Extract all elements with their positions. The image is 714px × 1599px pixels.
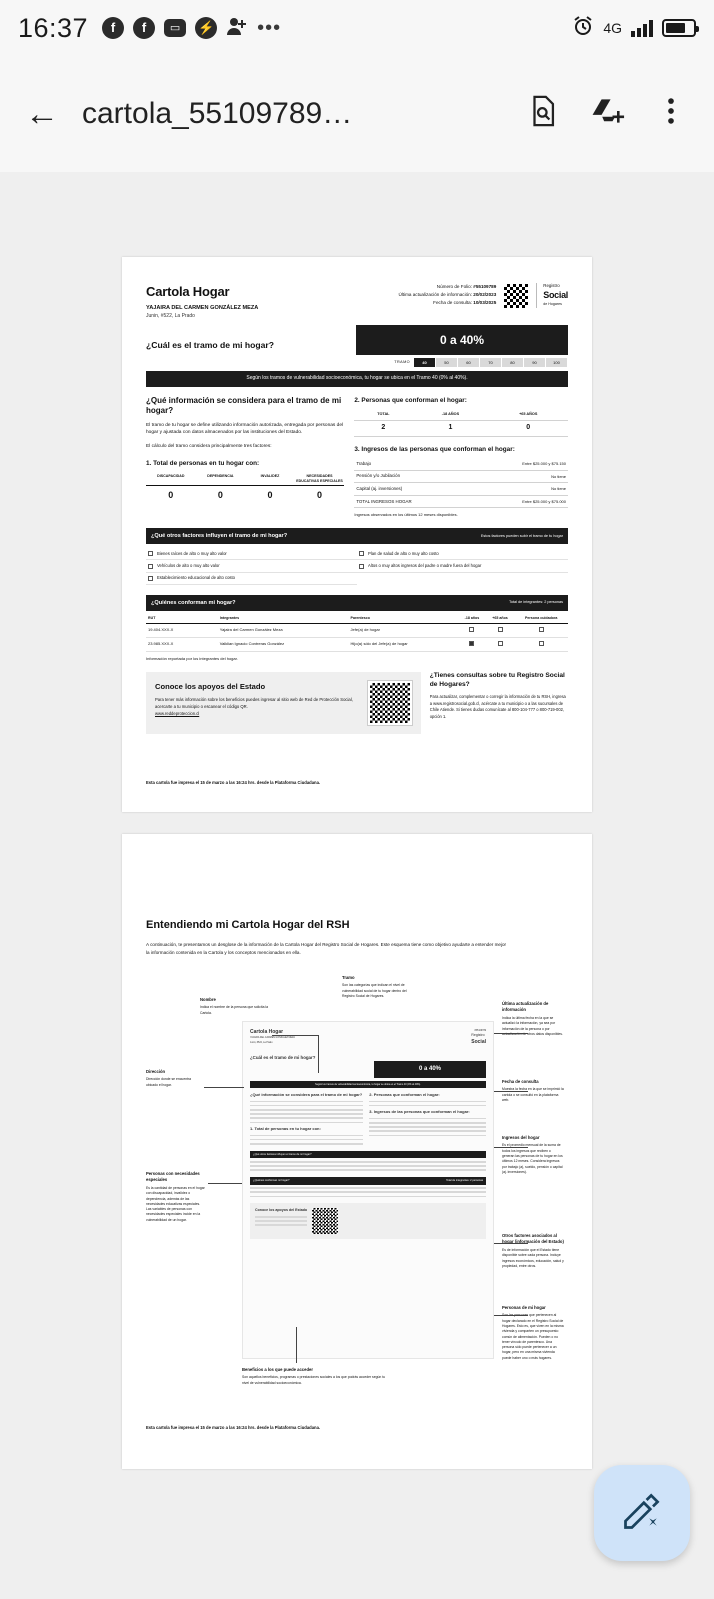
scale-segment: 40: [414, 358, 436, 368]
callout-otros-factores: [502, 1233, 564, 1269]
callout-text: Muestra la fecha en la que se imprimió la cartola o se consultó en la plataforma web.: [502, 1087, 564, 1103]
info-right-column: [354, 396, 568, 519]
callout-text: Es la cantidad de personas en el hogar con discapacidad, invalidez o dependencia, además de las necesidades educativas especiales. Las variables de personas con necesidades especiales incide en la vulnerabilidad de un hogar.: [146, 1185, 205, 1222]
drive-add-icon[interactable]: [590, 94, 630, 134]
qr-code-large: [368, 681, 412, 725]
leader-line: [494, 1147, 528, 1148]
query-value: 10/03/2025: [473, 299, 497, 305]
factor-checkbox-row: [357, 548, 568, 560]
callout-text: Indica la última fecha en la que se actualizó la información, ya sea por información de la persona o por actualización de otros datos disponibles.: [502, 1015, 563, 1036]
scale-segment: 70: [480, 358, 502, 368]
col-parentesco: Parentesco: [349, 614, 459, 624]
mini-lines-left: [250, 1101, 363, 1124]
factor1-header: INVALIDEZ: [260, 473, 280, 478]
query-label: Fecha de consulta:: [433, 299, 472, 305]
leader-line: [272, 1035, 318, 1036]
factor-label: Vehículos de alto o muy alto valor: [157, 562, 220, 568]
factor1-header: DEPENDENCIA: [207, 473, 234, 478]
income-note: Ingresos observados en los últimos 12 meses disponibles.: [354, 512, 458, 518]
checkbox-checked-icon: [469, 641, 474, 646]
factor1-value: 0: [217, 490, 223, 501]
facebook-icon: f: [102, 17, 124, 39]
callout-text: Dirección donde se encuentra ubicado el hogar.: [146, 1077, 192, 1087]
messenger-video-icon: ▭: [164, 19, 186, 37]
member-rut: 23.985.XXX-X: [146, 637, 218, 651]
qr-code-icon: [312, 1208, 338, 1234]
checkbox-icon: [359, 564, 364, 569]
member-senior-cell: [486, 637, 515, 651]
network-type-label: 4G: [603, 20, 622, 36]
factor-label: Plan de salud de alto o muy alto costo: [368, 550, 439, 556]
members-note: Información reportada por los integrantes del hogar.: [146, 655, 238, 661]
table-row: [354, 458, 568, 470]
mini-support-lines: [255, 1216, 307, 1226]
add-person-icon: [226, 15, 248, 42]
mini-factor2-title: 2. Personas que conforman el hogar:: [369, 1092, 440, 1098]
factor-label: Bienes raíces de alto o muy alto valor: [157, 550, 227, 556]
mini-logo-line-1: Registro: [471, 1033, 485, 1038]
app-bar: [0, 56, 714, 172]
callout-text: Es el promedio mensual de la suma de todos los ingresos que reciben o generan las personas de tu hogar en los últimos 12 meses. Considera ingresos por trabajo (a), sueldo, pensión o capital (aj. inversiones).: [502, 1143, 563, 1174]
table-row: [354, 495, 568, 508]
callout-title: Tramo: [342, 974, 355, 980]
document-viewer[interactable]: [0, 172, 714, 1599]
mini-factor3-title: 3. Ingresos de las personas que conforman el hogar:: [369, 1109, 470, 1115]
folio-value: #55109789: [473, 284, 497, 289]
f2-value: 2: [354, 420, 412, 436]
logo-line-2: Social: [543, 290, 568, 301]
tramo-question: ¿Cuál es el tramo de mi hogar?: [146, 340, 274, 351]
factor1-headers: [146, 474, 344, 486]
members-total: Total de integrantes: 2 personas: [508, 599, 563, 604]
leader-line: [318, 1035, 319, 1073]
member-rut: 19.404.XXX-X: [146, 623, 218, 637]
member-relation: Jefe(a) de hogar: [349, 623, 459, 637]
cartola-title: Cartola Hogar: [146, 284, 230, 299]
tramo-badge: 0 a 40%: [356, 325, 568, 354]
tramo-scale-label: TRAMO: [394, 359, 410, 364]
mini-lines-right-2: [369, 1118, 486, 1136]
page2-footer: Esta cartola fue impresa el 15 de marzo a las 16:24 hrs. desde la Plataforma Ciudadana.: [146, 1424, 321, 1430]
document-scan-icon[interactable]: [526, 94, 566, 134]
col-integrantes: Integrantes: [218, 614, 349, 624]
f2-header: +65 AÑOS: [488, 409, 568, 420]
mini-info-title: ¿Qué información se considera para el tramo de mi hogar?: [250, 1092, 363, 1098]
status-notification-icons: [102, 15, 281, 42]
factor-label: Establecimiento educacional de alto costo: [157, 575, 235, 581]
member-minor-cell: [458, 623, 485, 637]
callout-necesidades-especiales: [146, 1171, 206, 1223]
household-members-summary-table: [354, 409, 568, 437]
income-label: Capital (aj. inversiones): [354, 483, 472, 496]
member-caregiver-cell: [514, 623, 568, 637]
document-title: cartola_55109789…: [82, 97, 353, 130]
table-row: [354, 470, 568, 483]
member-relation: Hijo(a) sólo del Jefe(a) de hogar: [349, 637, 459, 651]
checkbox-icon: [539, 641, 544, 646]
member-senior-cell: [486, 623, 515, 637]
overflow-dots-icon: •••: [257, 16, 282, 39]
messenger-icon: ⚡: [195, 17, 217, 39]
scale-segment: 100: [546, 358, 568, 368]
factor1-header: DISCAPACIDAD: [157, 473, 185, 478]
help-panel: [430, 672, 568, 734]
factor2-title: 2. Personas que conforman el hogar:: [354, 396, 467, 404]
support-title: Conoce los apoyos del Estado: [155, 682, 266, 692]
help-text: Para actualizar, complementar o corregir la información de tu RSH, ingresa a www.registrosocial.gob.cl, acércate a tu municipio o a las sucursales de Chile Atiende. Si tienes dudas comunícate al 800-104-777 o 800-719-002, opción 1.: [429, 693, 566, 720]
callout-tramo: [342, 975, 412, 999]
mini-folio: #55109789: [474, 1029, 486, 1032]
support-link[interactable]: www.reddeproteccion.cl: [155, 710, 200, 716]
facebook-icon: f: [133, 17, 155, 39]
page2-lead: A continuación, te presentamos un desglose de la información de la Cartola Hogar del Registro Social de Hogares. Este esquema tiene como objetivo ayudarte a entender mejor la información contenida en la Cartola y los conceptos mencionados en ella.: [146, 942, 507, 956]
leader-line: [494, 1243, 528, 1244]
mini-factor1-title: 1. Total de personas en tu hogar con:: [250, 1126, 321, 1132]
member-name: Valklian Ignacio Contreras González: [218, 637, 349, 651]
other-factors-bar: [146, 528, 568, 544]
mini-members-bar: [250, 1177, 486, 1185]
edit-pen-icon: [620, 1489, 664, 1538]
callout-title: Personas con necesidades especiales: [146, 1170, 200, 1183]
factor-checkbox-row: [146, 548, 357, 560]
tramo-scale: [356, 358, 568, 368]
folio-block: [398, 283, 496, 306]
table-row: [354, 483, 568, 496]
callout-title: Beneficios a los que puede acceder: [242, 1366, 313, 1372]
col-mayores: +65 años: [486, 614, 515, 624]
factor-label: Altos o muy altos ingresos del padre o madre fuera del hogar: [368, 562, 482, 568]
callout-text: Son las categorías que indican el nivel de vulnerabilidad social de tu hogar dentro del Registro Social de Hogares.: [342, 983, 407, 999]
callout-text: Indica el nombre de la persona que solicita la Cartola.: [200, 1005, 269, 1015]
mini-support-panel: [250, 1203, 486, 1239]
callout-title: Dirección: [146, 1068, 166, 1074]
callout-title: Otros factores asociados al hogar (información del Estado): [502, 1232, 564, 1245]
scale-segment: 60: [458, 358, 480, 368]
checkbox-icon: [498, 641, 503, 646]
mini-members-total: Total de integrantes: 2 personas: [446, 1178, 483, 1182]
callout-ingresos-hogar: [502, 1135, 564, 1175]
factor-checkbox-row: [146, 573, 357, 585]
factor1-value: 0: [168, 490, 174, 501]
scale-segment: 50: [436, 358, 458, 368]
document-page-2: [122, 834, 592, 1469]
app-bar-actions: [526, 94, 694, 134]
scale-segment: 90: [524, 358, 546, 368]
checkbox-icon: [148, 564, 153, 569]
status-clock: 16:37: [18, 12, 89, 43]
mini-other-factors-bar: [250, 1151, 486, 1159]
income-table: [354, 458, 568, 508]
members-table: [146, 614, 568, 652]
checkbox-icon: [359, 551, 364, 556]
f2-value: 1: [412, 420, 488, 436]
member-name: Yajaira del Carmen González Meza: [218, 623, 349, 637]
mini-factor-rows: [250, 1161, 486, 1171]
factor1-title: 1. Total de personas en tu hogar con:: [146, 459, 260, 467]
checkbox-icon: [148, 576, 153, 581]
holder-name: YAJAIRA DEL CARMEN GONZÁLEZ MEZA: [146, 304, 259, 311]
table-row: [146, 623, 568, 637]
update-label: Última actualización de información:: [398, 291, 472, 297]
mini-logo-line-2: Social: [471, 1038, 486, 1045]
f2-header: TOTAL: [354, 409, 412, 420]
factor1-value: 0: [317, 490, 323, 501]
factor-checkbox-row: [146, 560, 357, 572]
alarm-icon: [572, 15, 594, 42]
f2-value: 0: [488, 420, 568, 436]
scale-segment: 80: [502, 358, 524, 368]
callout-title: Ingresos del hogar: [502, 1134, 540, 1140]
mini-other-factors-title: ¿Qué otros factores influyen el tramo de mi hogar?: [253, 1152, 312, 1156]
income-value: No tiene: [473, 483, 568, 496]
mini-support-title: Conoce los apoyos del Estado: [255, 1208, 308, 1213]
info-question-title: ¿Qué información se considera para el tramo de mi hogar?: [146, 395, 342, 415]
status-bar: [0, 0, 714, 56]
page2-title: Entendiendo mi Cartola Hogar del RSH: [146, 919, 350, 932]
logo-line-1: Registro: [543, 283, 560, 288]
income-value: Entre $25.000 y $75.150: [473, 458, 568, 470]
factor1-header: NECESIDADES EDUCATIVAS ESPECIALES: [296, 473, 343, 483]
document-page-1: [122, 257, 592, 812]
update-value: 20/02/2023: [473, 291, 497, 297]
checkbox-icon: [469, 627, 474, 632]
leader-line: [494, 1315, 528, 1316]
income-label: Trabajo: [354, 458, 472, 470]
help-title: ¿Tienes consultas sobre tu Registro Social de Hogares?: [429, 672, 565, 688]
members-title: ¿Quiénes conforman mi hogar?: [151, 599, 236, 606]
table-header-row: [146, 614, 568, 624]
annotated-diagram: [146, 975, 568, 1395]
page1-header: [146, 283, 568, 320]
callout-ultima-actualizacion: [502, 1001, 564, 1037]
members-bar: [146, 595, 568, 611]
holder-address: Junin, #522, La Prado: [146, 312, 195, 319]
diagram-mini-cartola: [242, 1021, 494, 1359]
callout-text: Son aquellos beneficios, programas o prestaciones sociales a los que podrás acceder según tu nivel de vulnerabilidad socioeconómica.: [242, 1375, 386, 1385]
table-row: [146, 637, 568, 651]
mini-band-note: Según los tramos de vulnerabilidad socioeconómica, tu hogar se ubica en el Tramo 40 (0% al 40%).: [250, 1081, 486, 1088]
info-columns: [146, 396, 568, 519]
col-cuidadora: Persona cuidadora: [514, 614, 568, 624]
income-label: Pensión y/o Jubilación: [354, 470, 472, 483]
leader-line: [204, 1087, 244, 1088]
callout-title: Fecha de consulta: [502, 1078, 539, 1084]
f2-header: -18 AÑOS: [412, 409, 488, 420]
mini-member-rows: [250, 1187, 486, 1197]
factor-checkbox-row: [357, 560, 568, 572]
factor1-values: [146, 486, 344, 502]
callout-direccion: [146, 1069, 202, 1088]
other-factors-note: Estos factores pueden subir el tramo de tu hogar: [480, 533, 563, 538]
checkbox-icon: [498, 627, 503, 632]
other-factors-list: [146, 548, 568, 584]
qr-code-small: [503, 283, 529, 309]
bottom-panels: [146, 672, 568, 734]
battery-icon: [662, 19, 696, 37]
checkbox-icon: [539, 627, 544, 632]
leader-line: [494, 1091, 528, 1092]
page1-footer: Esta cartola fue impresa el 15 de marzo a las 16:24 hrs. desde la Plataforma Ciudadana.: [146, 780, 321, 786]
factor3-title: 3. Ingresos de las personas que conforman el hogar:: [354, 445, 515, 453]
status-system-icons: [572, 15, 696, 42]
income-label: TOTAL INGRESOS HOGAR: [354, 495, 472, 508]
callout-text: Son las personas que pertenecen al hogar declarado en el Registro Social de Hogares. Esto es, que viven en la misma vivienda y comparten un presupuesto común de alimentación. Pueden o no tener vínculo de parentesco. Una persona sólo puede pertenecer a un hogar, pero en una misma vivienda puede haber uno o más hogares.: [502, 1313, 564, 1360]
member-caregiver-cell: [514, 637, 568, 651]
col-rut: RUT: [146, 614, 218, 624]
col-menores: -18 años: [458, 614, 485, 624]
income-value: No tiene: [473, 470, 568, 483]
registro-social-logo: [536, 283, 568, 308]
factor1-value: 0: [267, 490, 273, 501]
callout-personas-hogar: [502, 1305, 564, 1361]
support-text: Para tener más información sobre los beneficios puedes ingresar al sitio web de Red de Protección Social, acercarte a tu municipio o escanear el código QR.: [155, 697, 353, 710]
mini-lines-right: [369, 1101, 486, 1107]
folio-label: Número de Folio:: [436, 284, 472, 289]
support-panel: [146, 672, 421, 734]
tramo-band-note: Según los tramos de vulnerabilidad socioeconómica, tu hogar se ubica en el Tramo 40 (0% al 40%).: [146, 371, 568, 386]
signal-icon: [631, 19, 653, 37]
member-minor-cell: [458, 637, 485, 651]
other-factors-title: ¿Qué otros factores influyen el tramo de mi hogar?: [151, 533, 288, 540]
info-left-column: [146, 396, 344, 519]
callout-beneficios: [242, 1367, 392, 1386]
checkbox-icon: [148, 551, 153, 556]
mini-cartola-title: Cartola Hogar: [250, 1028, 284, 1035]
mini-tramo-question: ¿Cuál es el tramo de mi hogar?: [250, 1054, 316, 1060]
tramo-section: [146, 325, 568, 367]
mini-holder-address: Junin, #522, La Prado: [250, 1041, 273, 1044]
annotate-fab-button[interactable]: [594, 1465, 690, 1561]
callout-title: Personas de mi hogar: [502, 1304, 546, 1310]
info-paragraph-2: El cálculo del tramo considera principalmente tres factores:: [146, 443, 272, 449]
callout-title: Nombre: [200, 996, 216, 1002]
back-button[interactable]: ←: [25, 94, 59, 133]
callout-title: Última actualización de información: [502, 1000, 549, 1013]
logo-line-3: de Hogares: [543, 302, 562, 307]
callout-text: Es de información que el Estado tiene disponible sobre cada persona. Incluye ingresos económicos, educación, salud y propiedad, entre otros.: [502, 1247, 564, 1268]
overflow-menu-icon[interactable]: [654, 94, 694, 134]
leader-line: [208, 1183, 242, 1184]
mini-tramo-badge: 0 a 40%: [374, 1061, 486, 1078]
mini-holder-name: YAJAIRA DEL CARMEN GONZÁLEZ MEZA: [250, 1037, 295, 1040]
leader-line: [494, 1033, 528, 1034]
info-paragraph-1: El tramo de tu hogar se define utilizando información autorizada, entregada por personas del hogar y ajustada con datos almacenados por las instituciones del Estado.: [146, 422, 344, 436]
income-value: Entre $25.000 y $75.000: [473, 495, 568, 508]
leader-line: [296, 1327, 297, 1363]
callout-nombre: [200, 997, 270, 1016]
mini-lines-left-2: [250, 1135, 363, 1145]
mini-members-title: ¿Quiénes conforman mi hogar?: [253, 1178, 290, 1182]
